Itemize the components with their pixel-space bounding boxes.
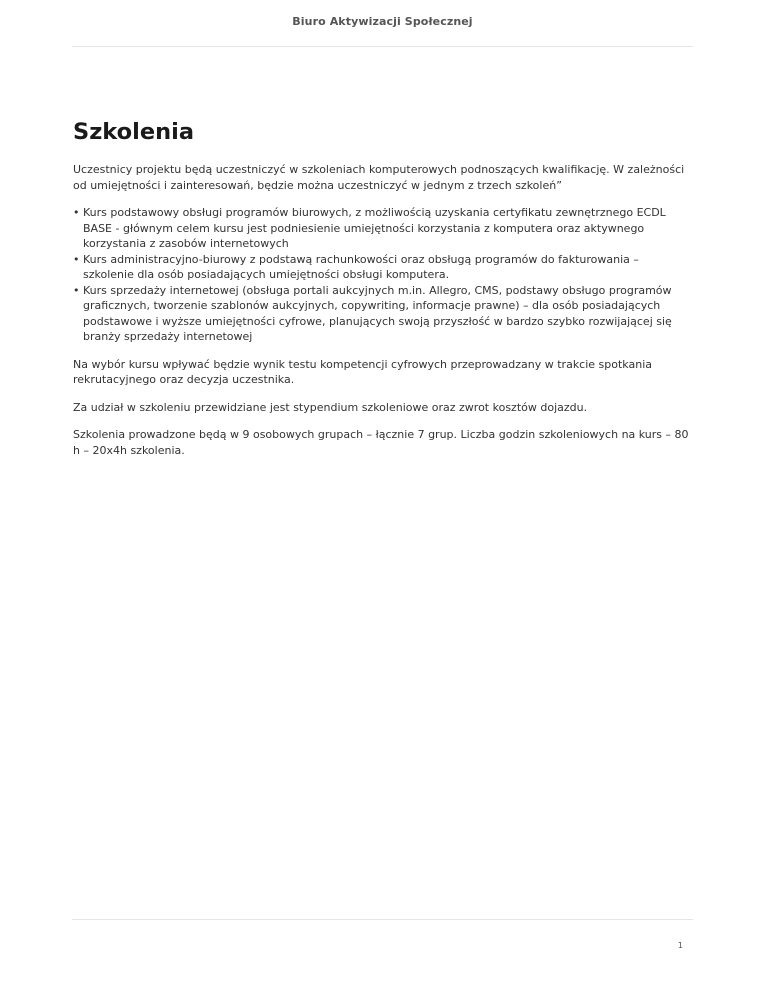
page-title: Szkolenia (73, 119, 195, 145)
selection-paragraph: Na wybór kursu wpływać będzie wynik testu kompetencji cyfrowych przeprowadzany w trakcie spotkania rekrutacyjnego oraz decyzja uczestnika. (73, 357, 652, 386)
course-text: Kurs podstawowy obsługi programów biurowych, z możliwością uzyskania certyfikatu zewnętrznego ECDL BASE - głównym celem kursu jest podniesienie umiejętności korzystania z komputera oraz aktywnego korzystania z zasobów internetowych (83, 206, 666, 250)
bullet-icon: • (73, 283, 80, 297)
page-number: 1 (677, 941, 683, 950)
bullet-icon: • (73, 252, 80, 266)
list-item (73, 283, 693, 345)
site-title: Biuro Aktywizacji Społecznej (292, 15, 473, 28)
course-text: Kurs administracyjno-biurowy z podstawą rachunkowości oraz obsługą programów do fakturowania – szkolenie dla osób posiadających umiejętności obsługi komputera. (83, 252, 639, 281)
list-item (73, 252, 693, 283)
list-item (73, 205, 693, 252)
main-content (73, 118, 693, 470)
page-footer (72, 919, 693, 950)
groups-paragraph: Szkolenia prowadzone będą w 9 osobowych grupach – łącznie 7 grup. Liczba godzin szkoleniowych na kurs – 80 h – 20x4h szkolenia. (73, 428, 689, 457)
stipend-paragraph: Za udział w szkoleniu przewidziane jest stypendium szkoleniowe oraz zwrot kosztów dojazdu. (73, 400, 588, 414)
course-list (73, 205, 693, 345)
bullet-icon: • (73, 206, 80, 219)
course-text: Kurs sprzedaży internetowej (obsługa portali aukcyjnych m.in. Allegro, CMS, podstawy obsługo programów graficznych, tworzenie szablonów aukcyjnych, copywriting, informacje prawne) – dla osób posiadających podstawowe i wyższe umiejętności cyfrowe, planujących swoją przyszłość w bardzo szybko rozwijającej się branży sprzedaży internetowej (83, 283, 672, 343)
intro-paragraph: Uczestnicy projektu będą uczestniczyć w szkoleniach komputerowych podnoszących kwalifikację. W zależności od umiejętności i zainteresowań, będzie można uczestniczyć w jednym z trzech szkoleń” (73, 163, 685, 192)
page-header (72, 0, 693, 47)
